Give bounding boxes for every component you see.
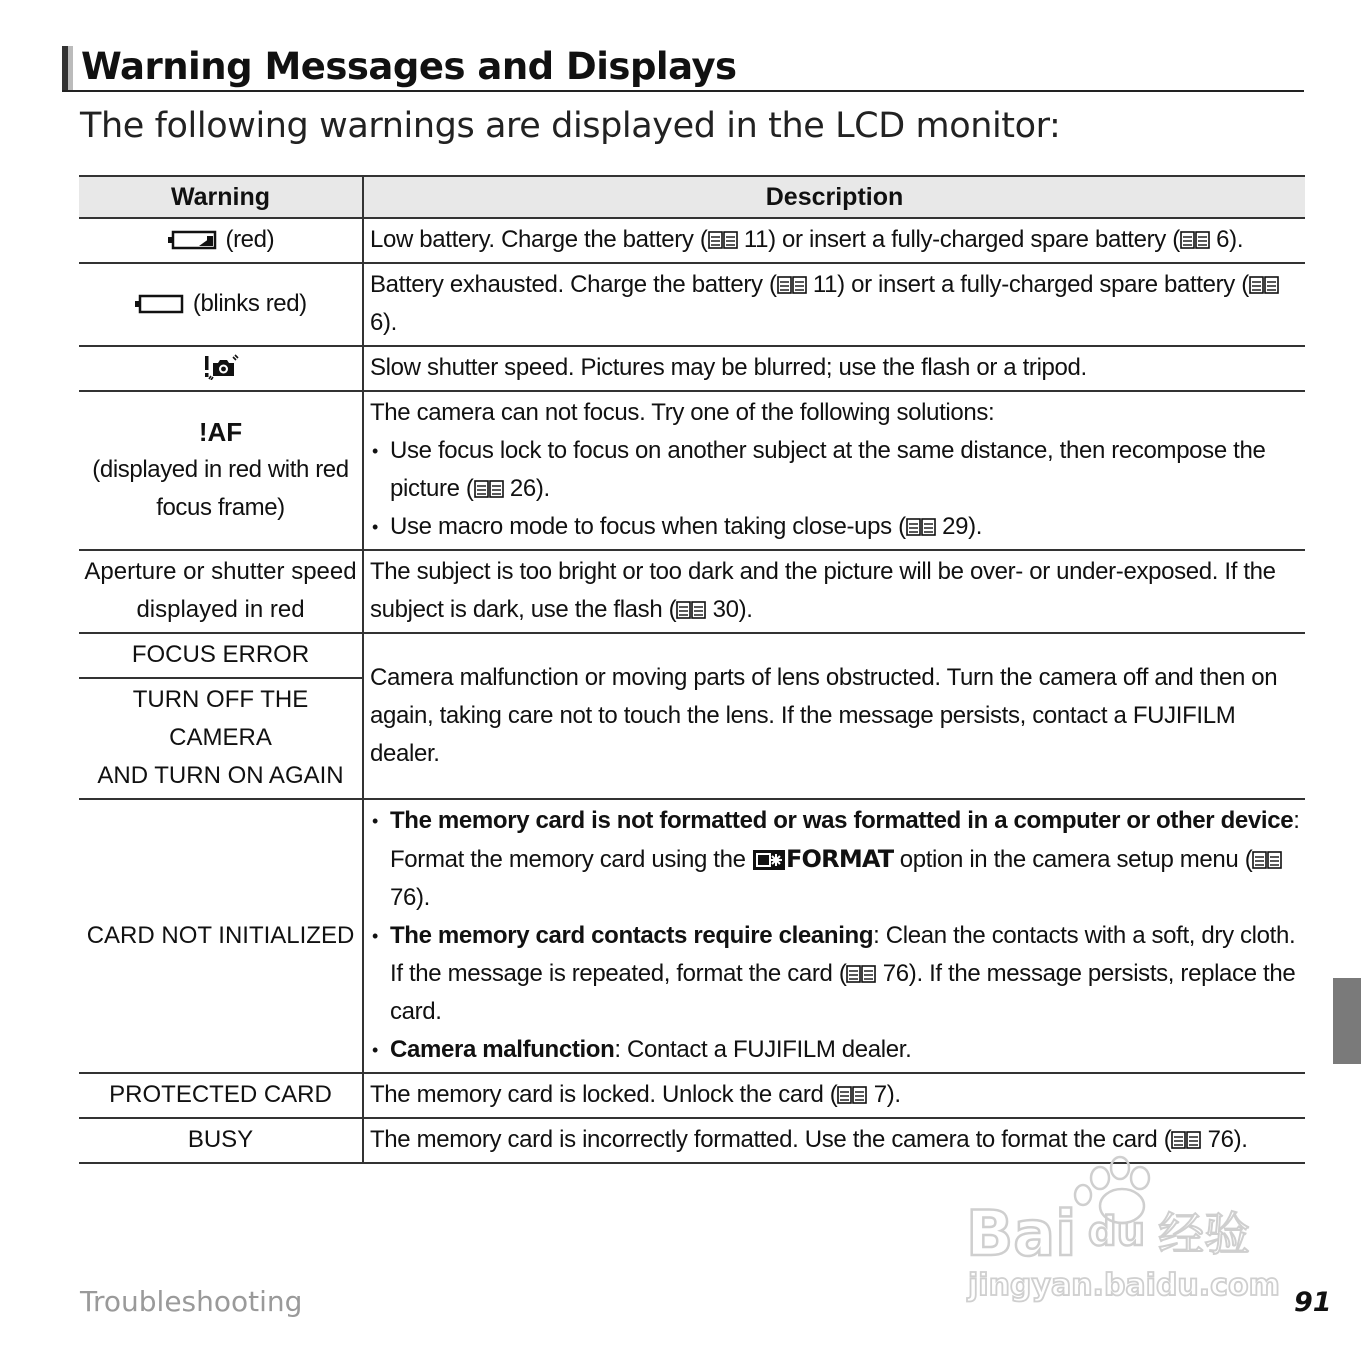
table-row (79, 633, 1305, 678)
list-item (370, 917, 1301, 1031)
description-cell: Slow shutter speed. Pictures may be blurred; use the flash or a tripod. (363, 346, 1305, 391)
book-reference-icon (1171, 1130, 1201, 1150)
book-reference-icon (676, 600, 706, 620)
battery-low-icon (167, 229, 219, 251)
section-thumb-tab (1333, 978, 1361, 1064)
af-warning-indicator (81, 413, 360, 451)
description-cell (363, 799, 1305, 1073)
format-option-label: FORMAT (785, 845, 894, 873)
warning-cell (79, 391, 363, 550)
warning-cell (79, 263, 363, 346)
table-row (79, 346, 1305, 391)
warning-table (79, 175, 1305, 1164)
table-row (79, 550, 1305, 633)
book-reference-icon (474, 479, 504, 499)
list-item (370, 1031, 1301, 1069)
description-text: The memory card is locked. Unlock the card ( (370, 1081, 838, 1108)
table-header-row (79, 176, 1305, 218)
description-text: : Contact a FUJIFILM dealer. (614, 1036, 912, 1063)
solutions-list (370, 432, 1301, 546)
description-text: : Format the memory card using the (390, 807, 1300, 873)
warning-cell: CARD NOT INITIALIZED (79, 799, 363, 1073)
description-text: : Clean the contacts with a soft, dry cloth. If the message is repeated, format the card ( (390, 922, 1296, 987)
header-description: Description (363, 176, 1305, 218)
description-cell (363, 391, 1305, 550)
warning-note: (displayed in red with red (92, 456, 349, 483)
exclamation-icon: ! (198, 417, 208, 447)
book-reference-icon (837, 1085, 867, 1105)
description-cell: Camera malfunction or moving parts of lens obstructed. Turn the camera off and then on again, taking care not to touch the lens. If the message persists, contact a FUJIFILM dealer. (363, 633, 1305, 799)
page-intro: The following warnings are displayed in the LCD monitor: (80, 106, 1061, 146)
description-cell (363, 218, 1305, 263)
book-reference-icon (1252, 850, 1282, 870)
setup-menu-icon (752, 849, 786, 871)
table-row (79, 799, 1305, 1073)
title-accent-bar (62, 46, 73, 90)
description-text: Use macro mode to focus when taking close-ups ( (390, 513, 906, 540)
description-text: 76). (1201, 1126, 1248, 1153)
table-row (79, 391, 1305, 550)
warning-note: focus frame) (156, 494, 285, 521)
table-row (79, 263, 1305, 346)
header-warning: Warning (79, 176, 363, 218)
af-label: AF (207, 417, 243, 447)
warning-cell: BUSY (79, 1118, 363, 1163)
warning-cell: PROTECTED CARD (79, 1073, 363, 1118)
description-text: 30). (706, 596, 753, 623)
description-text: 11) or insert a fully-charged spare battery ( (806, 271, 1249, 298)
book-reference-icon (846, 964, 876, 984)
list-item (370, 802, 1301, 917)
description-text: option in the camera setup menu ( (893, 846, 1253, 873)
warning-text: Aperture or shutter speed (84, 558, 357, 585)
camera-shake-warning-icon (203, 354, 239, 380)
bold-term: The memory card is not formatted or was formatted in a computer or other device (390, 807, 1294, 834)
solutions-list (370, 802, 1301, 1069)
watermark-brand: Bai (966, 1197, 1077, 1270)
warning-cell (79, 550, 363, 633)
description-text: 11) or insert a fully-charged spare battery ( (737, 226, 1180, 253)
book-reference-icon (906, 517, 936, 537)
description-cell (363, 550, 1305, 633)
warning-note: (blinks red) (192, 290, 307, 317)
description-text: 76). (390, 884, 430, 911)
bold-term: Camera malfunction (390, 1036, 615, 1063)
page-title: Warning Messages and Displays (81, 45, 737, 88)
description-text: 7). (867, 1081, 901, 1108)
list-item (370, 508, 1301, 546)
watermark-chinese: 经验 (1158, 1207, 1250, 1261)
warning-cell (79, 678, 363, 799)
watermark-brand-du: du (1088, 1209, 1146, 1255)
book-reference-icon (1180, 230, 1210, 250)
list-item (370, 432, 1301, 508)
book-reference-icon (708, 230, 738, 250)
description-text: 6). (370, 309, 397, 336)
table-row (79, 1073, 1305, 1118)
warning-text: AND TURN ON AGAIN (97, 762, 344, 789)
description-text: 6). (1209, 226, 1244, 253)
description-cell (363, 263, 1305, 346)
watermark-url: jingyan.baidu.com (968, 1268, 1280, 1303)
description-text: The subject is too bright or too dark and the picture will be over- or under-exposed. If the subject is dark, use the flash ( (370, 558, 1276, 623)
warning-text: displayed in red (136, 596, 305, 623)
warning-cell (79, 346, 363, 391)
description-cell (363, 1073, 1305, 1118)
description-text: Battery exhausted. Charge the battery ( (370, 271, 777, 298)
book-reference-icon (1249, 275, 1279, 295)
bold-term: The memory card contacts require cleaning (390, 922, 874, 949)
description-text: 26). (503, 475, 550, 502)
baidu-jingyan-watermark-logo (960, 1150, 1280, 1310)
warning-cell: FOCUS ERROR (79, 633, 363, 678)
warning-text: TURN OFF THE CAMERA (132, 686, 309, 751)
title-block (62, 44, 1304, 92)
footer-section-name: Troubleshooting (80, 1285, 303, 1318)
description-text: Use focus lock to focus on another subject at the same distance, then recompose the picture ( (390, 437, 1266, 502)
warning-note: (red) (225, 226, 275, 253)
description-intro: The camera can not focus. Try one of the following solutions: (370, 399, 995, 426)
description-text: The memory card is incorrectly formatted. Use the camera to format the card ( (370, 1126, 1172, 1153)
description-text: 76). If the message persists, replace the card. (390, 960, 1296, 1025)
description-text: 29). (935, 513, 983, 540)
book-reference-icon (777, 275, 807, 295)
battery-empty-icon (134, 293, 186, 315)
page-number: 91 (1294, 1287, 1332, 1318)
table-row (79, 218, 1305, 263)
description-text: Low battery. Charge the battery ( (370, 226, 708, 253)
warning-cell (79, 218, 363, 263)
